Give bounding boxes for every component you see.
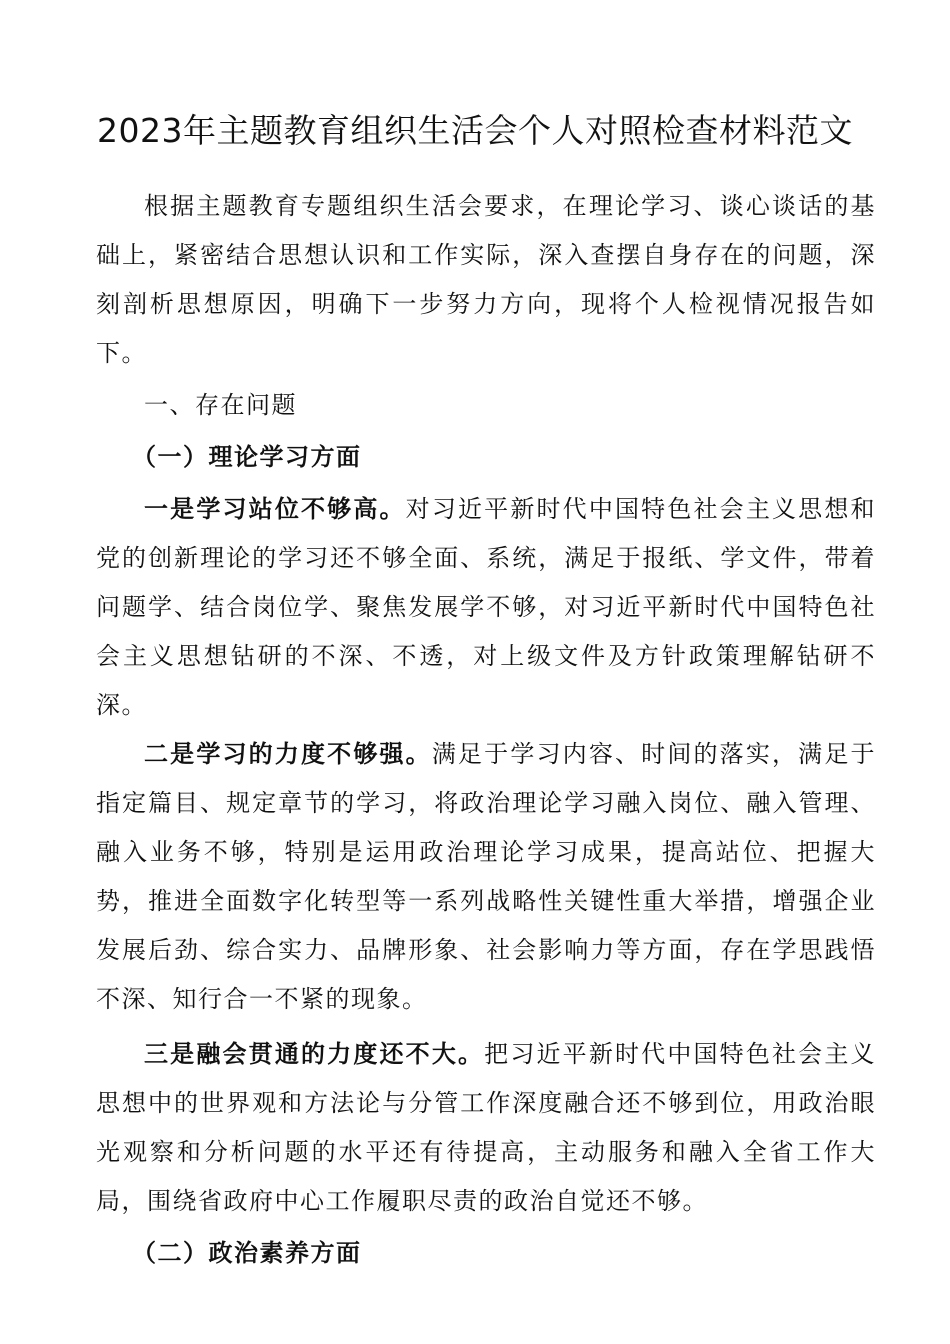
item-lead-3: 三是融会贯通的力度还不大。 (144, 1040, 485, 1068)
item-lead-1: 一是学习站位不够高。 (144, 495, 406, 523)
subsection-heading-politics: （二）政治素养方面 (132, 1239, 362, 1267)
subsection-heading-theory: （一）理论学习方面 (132, 443, 362, 471)
item-paragraph-1 (96, 485, 876, 730)
item-paragraph-3 (96, 1030, 876, 1226)
item-text-1: 对习近平新时代中国特色社会主义思想和党的创新理论的学习还不够全面、系统，满足于报纸、学文件，带着问题学、结合岗位学、聚焦发展学不够，对习近平新时代中国特色社会主义思想钻研的不深、不透，对上级文件及方针政策理解钻研不深。 (96, 495, 877, 719)
section-heading-problems: 一、存在问题 (144, 391, 297, 419)
item-text-3: 把习近平新时代中国特色社会主义思想中的世界观和方法论与分管工作深度融合还不够到位，用政治眼光观察和分析问题的水平还有待提高，主动服务和融入全省工作大局，围绕省政府中心工作履职尽责的政治自觉还不够。 (96, 1040, 877, 1215)
page-title: 2023年主题教育组织生活会个人对照检查材料范文 (97, 111, 853, 150)
intro-paragraph: 根据主题教育专题组织生活会要求，在理论学习、谈心谈话的基础上，紧密结合思想认识和工作实际，深入查摆自身存在的问题，深刻剖析思想原因，明确下一步努力方向，现将个人检视情况报告如下。 (96, 192, 876, 367)
item-text-2: 满足于学习内容、时间的落实，满足于指定篇目、规定章节的学习，将政治理论学习融入岗位、融入管理、融入业务不够，特别是运用政治理论学习成果，提高站位、把握大势，推进全面数字化转型等一系列战略性关键性重大举措，增强企业发展后劲、综合实力、品牌形象、社会影响力等方面，存在学思践悟不深、知行合一不紧的现象。 (96, 740, 877, 1013)
item-paragraph-2 (96, 730, 876, 1024)
item-lead-2: 二是学习的力度不够强。 (144, 740, 432, 768)
document-body (96, 182, 876, 1281)
